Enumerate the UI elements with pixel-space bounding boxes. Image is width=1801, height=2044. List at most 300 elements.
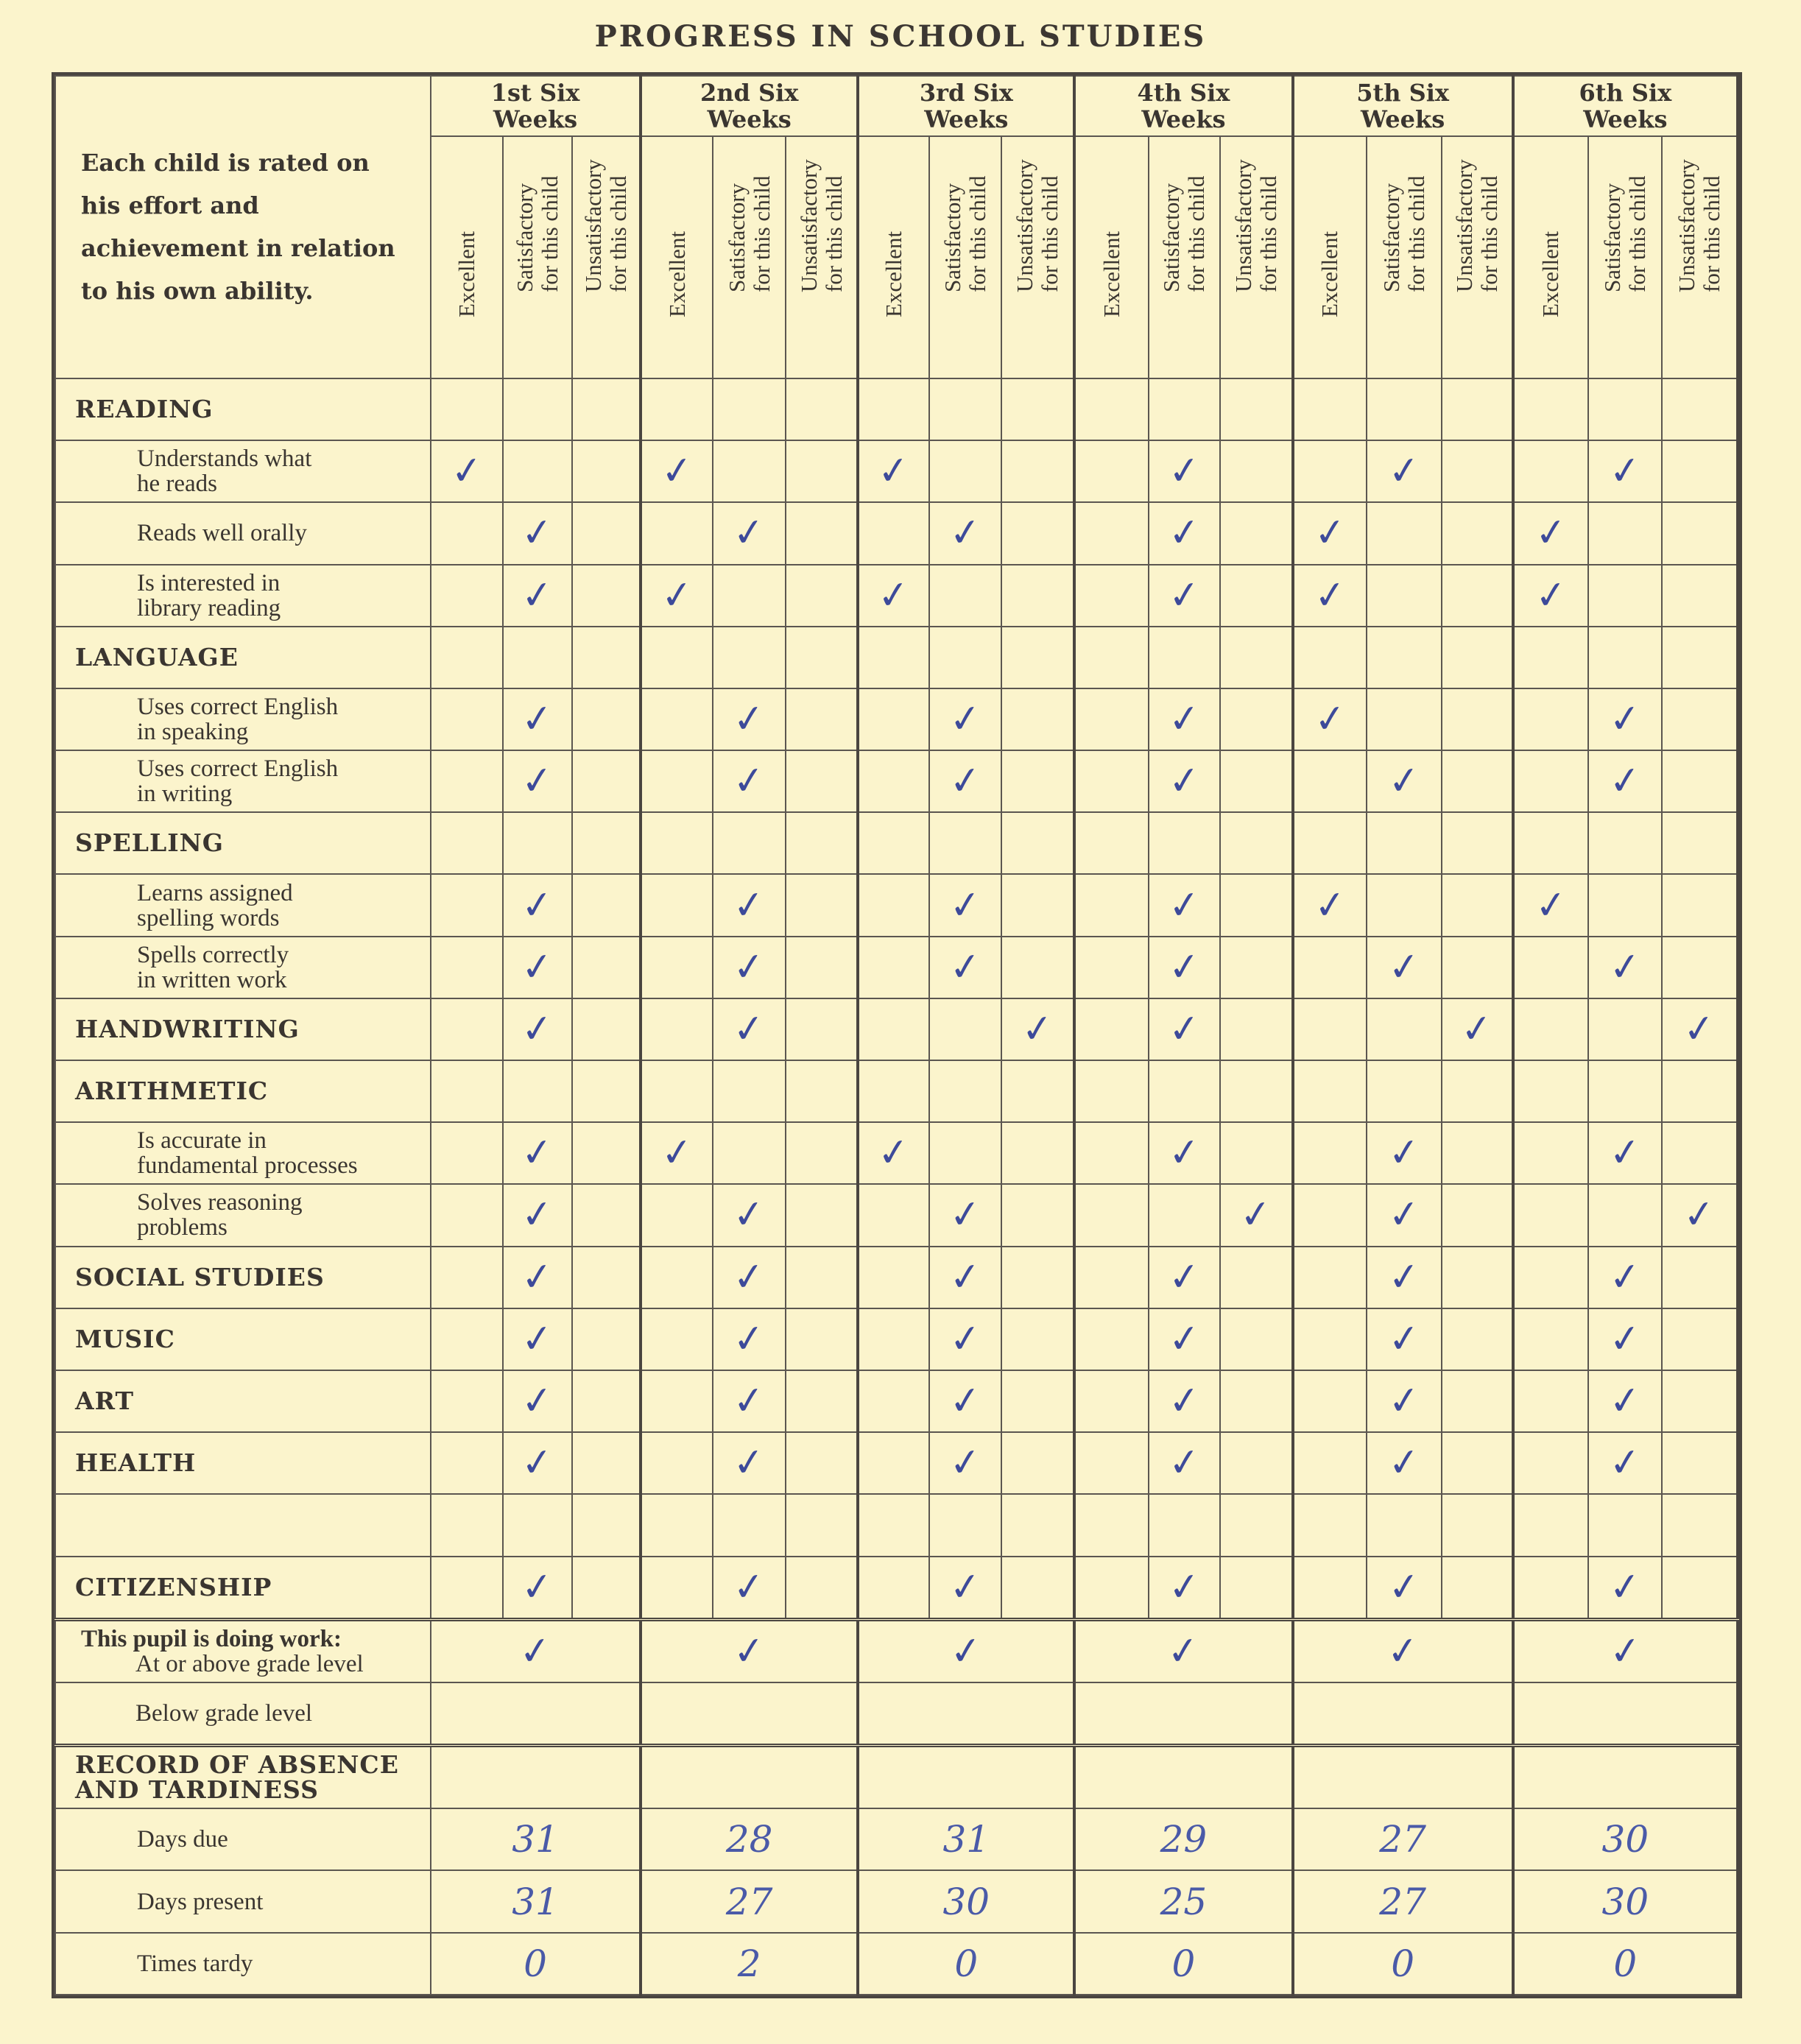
subject-row bbox=[55, 1122, 1738, 1184]
rating-cell bbox=[929, 1370, 1001, 1432]
rating-cell bbox=[1149, 1060, 1220, 1122]
attendance-cell bbox=[1074, 1746, 1292, 1809]
rating-column-header bbox=[1220, 136, 1292, 378]
rating-cell bbox=[1367, 1432, 1442, 1494]
check-mark-icon: ✓ bbox=[519, 1191, 556, 1239]
attendance-row bbox=[55, 1870, 1738, 1932]
subject-label: SOCIAL STUDIES bbox=[55, 1247, 431, 1308]
rating-cell bbox=[929, 1308, 1001, 1370]
rating-cell bbox=[431, 1370, 503, 1432]
rating-cell bbox=[858, 502, 928, 564]
rating-cell bbox=[1220, 565, 1292, 627]
handwritten-number: 0 bbox=[1613, 1942, 1638, 1985]
rating-cell bbox=[1149, 1308, 1220, 1370]
grade-level-cell bbox=[1074, 1619, 1292, 1682]
rating-cell bbox=[431, 1122, 503, 1184]
rating-cell bbox=[572, 502, 641, 564]
attendance-heading-row bbox=[55, 1746, 1738, 1809]
period-header-4: 4th Six Weeks bbox=[1074, 76, 1292, 136]
rating-cell bbox=[503, 1308, 571, 1370]
check-mark-icon: ✓ bbox=[1166, 1377, 1203, 1425]
rating-cell bbox=[1588, 998, 1662, 1060]
rating-cell bbox=[1367, 502, 1442, 564]
rating-cell bbox=[503, 1247, 571, 1308]
check-mark-icon: ✓ bbox=[946, 758, 984, 806]
period-header-5: 5th Six Weeks bbox=[1293, 76, 1513, 136]
rating-cell bbox=[1367, 378, 1442, 440]
grade-level-heading: This pupil is doing work: bbox=[81, 1625, 342, 1652]
rating-cell bbox=[929, 1060, 1001, 1122]
rating-cell bbox=[431, 1494, 503, 1556]
rating-cell bbox=[572, 750, 641, 812]
rating-cell bbox=[431, 502, 503, 564]
check-mark-icon: ✓ bbox=[519, 1315, 556, 1363]
rating-cell bbox=[1074, 1494, 1148, 1556]
rating-cell bbox=[1588, 1494, 1662, 1556]
rating-cell bbox=[1074, 688, 1148, 750]
attendance-cell bbox=[641, 1746, 858, 1809]
check-mark-icon: ✓ bbox=[1386, 1377, 1423, 1425]
rating-label: Unsatisfactory for this child bbox=[1451, 159, 1502, 292]
rating-cell bbox=[929, 1122, 1001, 1184]
rating-cell bbox=[572, 565, 641, 627]
grade-level-cell bbox=[1293, 1619, 1513, 1682]
rating-cell bbox=[1149, 440, 1220, 502]
rating-column-header bbox=[786, 136, 858, 378]
check-mark-icon: ✓ bbox=[948, 1627, 985, 1675]
rating-cell bbox=[1513, 750, 1588, 812]
rating-cell bbox=[713, 812, 785, 874]
rating-label: Unsatisfactory for this child bbox=[1012, 159, 1063, 292]
rating-cell bbox=[1513, 502, 1588, 564]
check-mark-icon: ✓ bbox=[658, 448, 696, 496]
rating-cell bbox=[858, 440, 928, 502]
rating-cell bbox=[1367, 1184, 1442, 1246]
period-header-2: 2nd Six Weeks bbox=[641, 76, 858, 136]
handwritten-number: 30 bbox=[1601, 1880, 1649, 1923]
handwritten-number: 29 bbox=[1160, 1818, 1208, 1861]
subject-label: SPELLING bbox=[55, 812, 431, 874]
rating-cell bbox=[1149, 1370, 1220, 1432]
check-mark-icon: ✓ bbox=[1459, 1005, 1495, 1054]
rating-cell bbox=[929, 688, 1001, 750]
handwritten-number: 0 bbox=[1391, 1942, 1414, 1985]
rating-cell bbox=[1662, 1370, 1738, 1432]
rating-label: Excellent bbox=[663, 230, 690, 317]
rating-cell bbox=[1442, 998, 1512, 1060]
rating-cell bbox=[1220, 502, 1292, 564]
attendance-label: Days due bbox=[55, 1808, 431, 1870]
rating-cell bbox=[572, 627, 641, 688]
grade-level-cell bbox=[858, 1682, 1074, 1746]
subject-row bbox=[55, 1557, 1738, 1620]
attendance-value bbox=[431, 1808, 641, 1870]
rating-cell bbox=[713, 565, 785, 627]
rating-cell bbox=[1001, 378, 1074, 440]
rating-cell bbox=[1001, 750, 1074, 812]
rating-cell bbox=[1074, 1370, 1148, 1432]
check-mark-icon: ✓ bbox=[1386, 1563, 1423, 1611]
rating-cell bbox=[1442, 440, 1512, 502]
rating-cell bbox=[1149, 627, 1220, 688]
rating-cell bbox=[1149, 1247, 1220, 1308]
grade-level-cell bbox=[641, 1619, 858, 1682]
check-mark-icon: ✓ bbox=[1607, 1315, 1644, 1363]
rating-cell bbox=[1367, 1370, 1442, 1432]
rating-cell bbox=[641, 1122, 713, 1184]
rating-cell bbox=[858, 378, 928, 440]
rating-cell bbox=[713, 378, 785, 440]
rating-cell bbox=[1149, 1494, 1220, 1556]
rating-cell bbox=[1293, 1432, 1367, 1494]
rating-cell bbox=[929, 1432, 1001, 1494]
rating-cell bbox=[1662, 812, 1738, 874]
subject-row bbox=[55, 750, 1738, 812]
rating-cell bbox=[786, 688, 858, 750]
subject-row bbox=[55, 627, 1738, 688]
rating-cell bbox=[858, 812, 928, 874]
rating-cell bbox=[1074, 750, 1148, 812]
check-mark-icon: ✓ bbox=[730, 510, 768, 557]
rating-cell bbox=[572, 688, 641, 750]
rating-cell bbox=[1001, 1184, 1074, 1246]
check-mark-icon: ✓ bbox=[1386, 1253, 1423, 1301]
rating-cell bbox=[1588, 1184, 1662, 1246]
attendance-row bbox=[55, 1933, 1738, 1995]
attendance-value bbox=[858, 1808, 1074, 1870]
check-mark-icon: ✓ bbox=[730, 695, 768, 744]
attendance-value bbox=[858, 1933, 1074, 1995]
rating-cell bbox=[1001, 565, 1074, 627]
grade-level-row bbox=[55, 1619, 1738, 1682]
rating-cell bbox=[786, 1060, 858, 1122]
check-mark-icon: ✓ bbox=[875, 571, 912, 619]
rating-label: Satisfactory for this child bbox=[1378, 175, 1430, 292]
rating-cell bbox=[1149, 1557, 1220, 1620]
rating-cell bbox=[1588, 502, 1662, 564]
rating-cell bbox=[786, 1122, 858, 1184]
rating-cell bbox=[1513, 812, 1588, 874]
grade-level-cell bbox=[641, 1682, 858, 1746]
rating-cell bbox=[858, 565, 928, 627]
check-mark-icon: ✓ bbox=[730, 943, 768, 991]
rating-cell bbox=[1001, 874, 1074, 936]
rating-cell bbox=[1442, 937, 1512, 998]
rating-cell bbox=[1074, 378, 1148, 440]
attendance-value bbox=[1293, 1870, 1513, 1932]
rating-label: Excellent bbox=[1537, 230, 1564, 317]
page-title: PROGRESS IN SCHOOL STUDIES bbox=[594, 19, 1207, 54]
rating-cell bbox=[641, 378, 713, 440]
subject-label: Uses correct English in writing bbox=[55, 750, 431, 812]
rating-cell bbox=[1293, 502, 1367, 564]
rating-cell bbox=[503, 688, 571, 750]
rating-cell bbox=[503, 1060, 571, 1122]
check-mark-icon: ✓ bbox=[519, 1005, 556, 1054]
rating-cell bbox=[1149, 378, 1220, 440]
rating-cell bbox=[1367, 688, 1442, 750]
rating-cell bbox=[1367, 627, 1442, 688]
rating-cell bbox=[1588, 812, 1662, 874]
subject-label: Spells correctly in written work bbox=[55, 937, 431, 998]
check-mark-icon: ✓ bbox=[658, 571, 696, 619]
subject-label: Solves reasoning problems bbox=[55, 1184, 431, 1246]
check-mark-icon: ✓ bbox=[1166, 1130, 1203, 1177]
rating-cell bbox=[929, 565, 1001, 627]
rating-column-header bbox=[1149, 136, 1220, 378]
rating-cell bbox=[641, 812, 713, 874]
check-mark-icon: ✓ bbox=[1681, 1005, 1719, 1054]
subject-row bbox=[55, 1060, 1738, 1122]
rating-cell bbox=[1220, 1432, 1292, 1494]
rating-cell bbox=[713, 1494, 785, 1556]
rating-cell bbox=[786, 440, 858, 502]
rating-cell bbox=[858, 1247, 928, 1308]
subject-row bbox=[55, 1370, 1738, 1432]
rating-cell bbox=[503, 874, 571, 936]
subject-row bbox=[55, 1184, 1738, 1246]
check-mark-icon: ✓ bbox=[946, 1191, 984, 1239]
rating-cell bbox=[1588, 1557, 1662, 1620]
rating-cell bbox=[1074, 1060, 1148, 1122]
rating-cell bbox=[1220, 1308, 1292, 1370]
subject-label: Is accurate in fundamental processes bbox=[55, 1122, 431, 1184]
rating-column-header bbox=[572, 136, 641, 378]
rating-cell bbox=[572, 1494, 641, 1556]
subject-label: READING bbox=[55, 378, 431, 440]
rating-label: Unsatisfactory for this child bbox=[1230, 159, 1281, 292]
check-mark-icon: ✓ bbox=[946, 881, 984, 929]
rating-cell bbox=[641, 1184, 713, 1246]
handwritten-number: 0 bbox=[1171, 1942, 1196, 1985]
rating-cell bbox=[1367, 812, 1442, 874]
check-mark-icon: ✓ bbox=[730, 881, 768, 929]
rating-cell bbox=[929, 502, 1001, 564]
rating-cell bbox=[786, 1494, 858, 1556]
rating-label: Excellent bbox=[880, 230, 906, 317]
check-mark-icon: ✓ bbox=[730, 1253, 768, 1301]
rating-label: Excellent bbox=[454, 230, 480, 317]
rating-cell bbox=[1588, 750, 1662, 812]
subject-label: Understands what he reads bbox=[55, 440, 431, 502]
attendance-value bbox=[641, 1808, 858, 1870]
rating-cell bbox=[1074, 1247, 1148, 1308]
rating-cell bbox=[1442, 1432, 1512, 1494]
rating-cell bbox=[1074, 998, 1148, 1060]
rating-cell bbox=[503, 1370, 571, 1432]
rating-cell bbox=[641, 998, 713, 1060]
rating-cell bbox=[1588, 440, 1662, 502]
rating-cell bbox=[431, 1432, 503, 1494]
rating-cell bbox=[786, 502, 858, 564]
rating-cell bbox=[1662, 1557, 1738, 1620]
check-mark-icon: ✓ bbox=[519, 943, 556, 991]
subject-label: Uses correct English in speaking bbox=[55, 688, 431, 750]
rating-cell bbox=[858, 1060, 928, 1122]
rating-cell bbox=[1662, 750, 1738, 812]
rating-cell bbox=[1293, 627, 1367, 688]
subject-row bbox=[55, 998, 1738, 1060]
grade-level-label bbox=[55, 1682, 431, 1746]
subject-row bbox=[55, 688, 1738, 750]
rating-cell bbox=[1588, 1432, 1662, 1494]
rating-column-header bbox=[1662, 136, 1738, 378]
grade-level-option: Below grade level bbox=[135, 1699, 313, 1727]
check-mark-icon: ✓ bbox=[519, 1377, 556, 1425]
rating-cell bbox=[786, 1557, 858, 1620]
rating-cell bbox=[503, 1557, 571, 1620]
rating-cell bbox=[503, 565, 571, 627]
rating-cell bbox=[1513, 1247, 1588, 1308]
rating-cell bbox=[858, 1370, 928, 1432]
rating-cell bbox=[1074, 1184, 1148, 1246]
rating-cell bbox=[1513, 378, 1588, 440]
rating-cell bbox=[1513, 1308, 1588, 1370]
rating-cell bbox=[641, 750, 713, 812]
rating-column-header bbox=[713, 136, 785, 378]
rating-cell bbox=[1442, 1060, 1512, 1122]
rating-cell bbox=[1662, 1122, 1738, 1184]
attendance-value bbox=[1293, 1933, 1513, 1995]
rating-cell bbox=[431, 565, 503, 627]
rating-cell bbox=[1001, 688, 1074, 750]
rating-label: Unsatisfactory for this child bbox=[1674, 159, 1725, 292]
rating-cell bbox=[1293, 440, 1367, 502]
rating-cell bbox=[1513, 565, 1588, 627]
check-mark-icon: ✓ bbox=[1607, 943, 1644, 991]
rating-cell bbox=[1001, 998, 1074, 1060]
rating-column-header bbox=[1001, 136, 1074, 378]
rating-label: Satisfactory for this child bbox=[723, 175, 775, 292]
rating-cell bbox=[1220, 627, 1292, 688]
rating-cell bbox=[1293, 1122, 1367, 1184]
check-mark-icon: ✓ bbox=[1607, 1627, 1644, 1675]
rating-cell bbox=[1149, 812, 1220, 874]
check-mark-icon: ✓ bbox=[1386, 1130, 1423, 1177]
rating-cell bbox=[431, 378, 503, 440]
rating-cell bbox=[1293, 1184, 1367, 1246]
rating-cell bbox=[1662, 440, 1738, 502]
attendance-cell bbox=[1293, 1746, 1513, 1809]
rating-cell bbox=[929, 378, 1001, 440]
rating-cell bbox=[1293, 1557, 1367, 1620]
rating-cell bbox=[1074, 565, 1148, 627]
rating-cell bbox=[713, 1247, 785, 1308]
rating-cell bbox=[1367, 1122, 1442, 1184]
rating-cell bbox=[503, 1122, 571, 1184]
rating-cell bbox=[1442, 688, 1512, 750]
rating-cell bbox=[1513, 1370, 1588, 1432]
rating-cell bbox=[1001, 1432, 1074, 1494]
rating-cell bbox=[1513, 998, 1588, 1060]
rating-cell bbox=[1513, 1557, 1588, 1620]
rating-cell bbox=[641, 1557, 713, 1620]
rating-cell bbox=[858, 937, 928, 998]
rating-cell bbox=[503, 998, 571, 1060]
attendance-value bbox=[1513, 1870, 1738, 1932]
rating-cell bbox=[1001, 1060, 1074, 1122]
subject-row bbox=[55, 502, 1738, 564]
check-mark-icon: ✓ bbox=[730, 1315, 768, 1363]
rating-cell bbox=[1588, 378, 1662, 440]
period-header-3: 3rd Six Weeks bbox=[858, 76, 1074, 136]
rating-cell bbox=[1513, 1060, 1588, 1122]
check-mark-icon: ✓ bbox=[946, 943, 984, 991]
subject-row bbox=[55, 565, 1738, 627]
check-mark-icon: ✓ bbox=[1166, 448, 1203, 496]
handwritten-number: 30 bbox=[942, 1880, 990, 1923]
subject-row bbox=[55, 874, 1738, 936]
rating-cell bbox=[1220, 998, 1292, 1060]
grade-level-row bbox=[55, 1682, 1738, 1746]
rating-cell bbox=[1442, 1494, 1512, 1556]
check-mark-icon: ✓ bbox=[1386, 1191, 1423, 1239]
rating-cell bbox=[503, 937, 571, 998]
rating-cell bbox=[1001, 627, 1074, 688]
rating-cell bbox=[1442, 1247, 1512, 1308]
check-mark-icon: ✓ bbox=[1166, 1439, 1203, 1487]
rating-column-header bbox=[1513, 136, 1588, 378]
rating-cell bbox=[929, 1494, 1001, 1556]
rating-cell bbox=[1662, 1432, 1738, 1494]
check-mark-icon: ✓ bbox=[730, 1191, 768, 1239]
rating-cell bbox=[1442, 565, 1512, 627]
rating-cell bbox=[1513, 937, 1588, 998]
rating-cell bbox=[858, 627, 928, 688]
rating-cell bbox=[641, 565, 713, 627]
rating-cell bbox=[503, 378, 571, 440]
rating-cell bbox=[641, 1432, 713, 1494]
rating-cell bbox=[858, 1184, 928, 1246]
rating-cell bbox=[1149, 1432, 1220, 1494]
rating-label: Unsatisfactory for this child bbox=[795, 159, 847, 292]
rating-cell bbox=[1220, 440, 1292, 502]
rating-cell bbox=[929, 937, 1001, 998]
check-mark-icon: ✓ bbox=[1607, 1377, 1644, 1425]
rating-cell bbox=[1367, 750, 1442, 812]
rating-cell bbox=[1588, 1308, 1662, 1370]
check-mark-icon: ✓ bbox=[1386, 758, 1423, 806]
rating-cell bbox=[503, 750, 571, 812]
subject-row bbox=[55, 440, 1738, 502]
check-mark-icon: ✓ bbox=[946, 510, 984, 557]
check-mark-icon: ✓ bbox=[730, 1627, 768, 1675]
rating-cell bbox=[1513, 874, 1588, 936]
check-mark-icon: ✓ bbox=[946, 1377, 984, 1425]
rating-cell bbox=[572, 1557, 641, 1620]
rating-cell bbox=[786, 1247, 858, 1308]
rating-cell bbox=[1588, 937, 1662, 998]
rating-cell bbox=[1220, 1122, 1292, 1184]
rating-cell bbox=[641, 937, 713, 998]
check-mark-icon: ✓ bbox=[946, 1253, 984, 1301]
check-mark-icon: ✓ bbox=[1238, 1191, 1275, 1239]
rating-cell bbox=[431, 1060, 503, 1122]
rating-cell bbox=[786, 627, 858, 688]
check-mark-icon: ✓ bbox=[1607, 758, 1644, 806]
rating-cell bbox=[1293, 812, 1367, 874]
rating-cell bbox=[786, 1432, 858, 1494]
handwritten-number: 25 bbox=[1160, 1880, 1208, 1923]
check-mark-icon: ✓ bbox=[517, 1627, 554, 1675]
rating-cell bbox=[713, 937, 785, 998]
rating-cell bbox=[1293, 874, 1367, 936]
rating-cell bbox=[1442, 812, 1512, 874]
rating-column-header bbox=[929, 136, 1001, 378]
rating-cell bbox=[1220, 937, 1292, 998]
rating-cell bbox=[713, 440, 785, 502]
check-mark-icon: ✓ bbox=[730, 1005, 768, 1054]
